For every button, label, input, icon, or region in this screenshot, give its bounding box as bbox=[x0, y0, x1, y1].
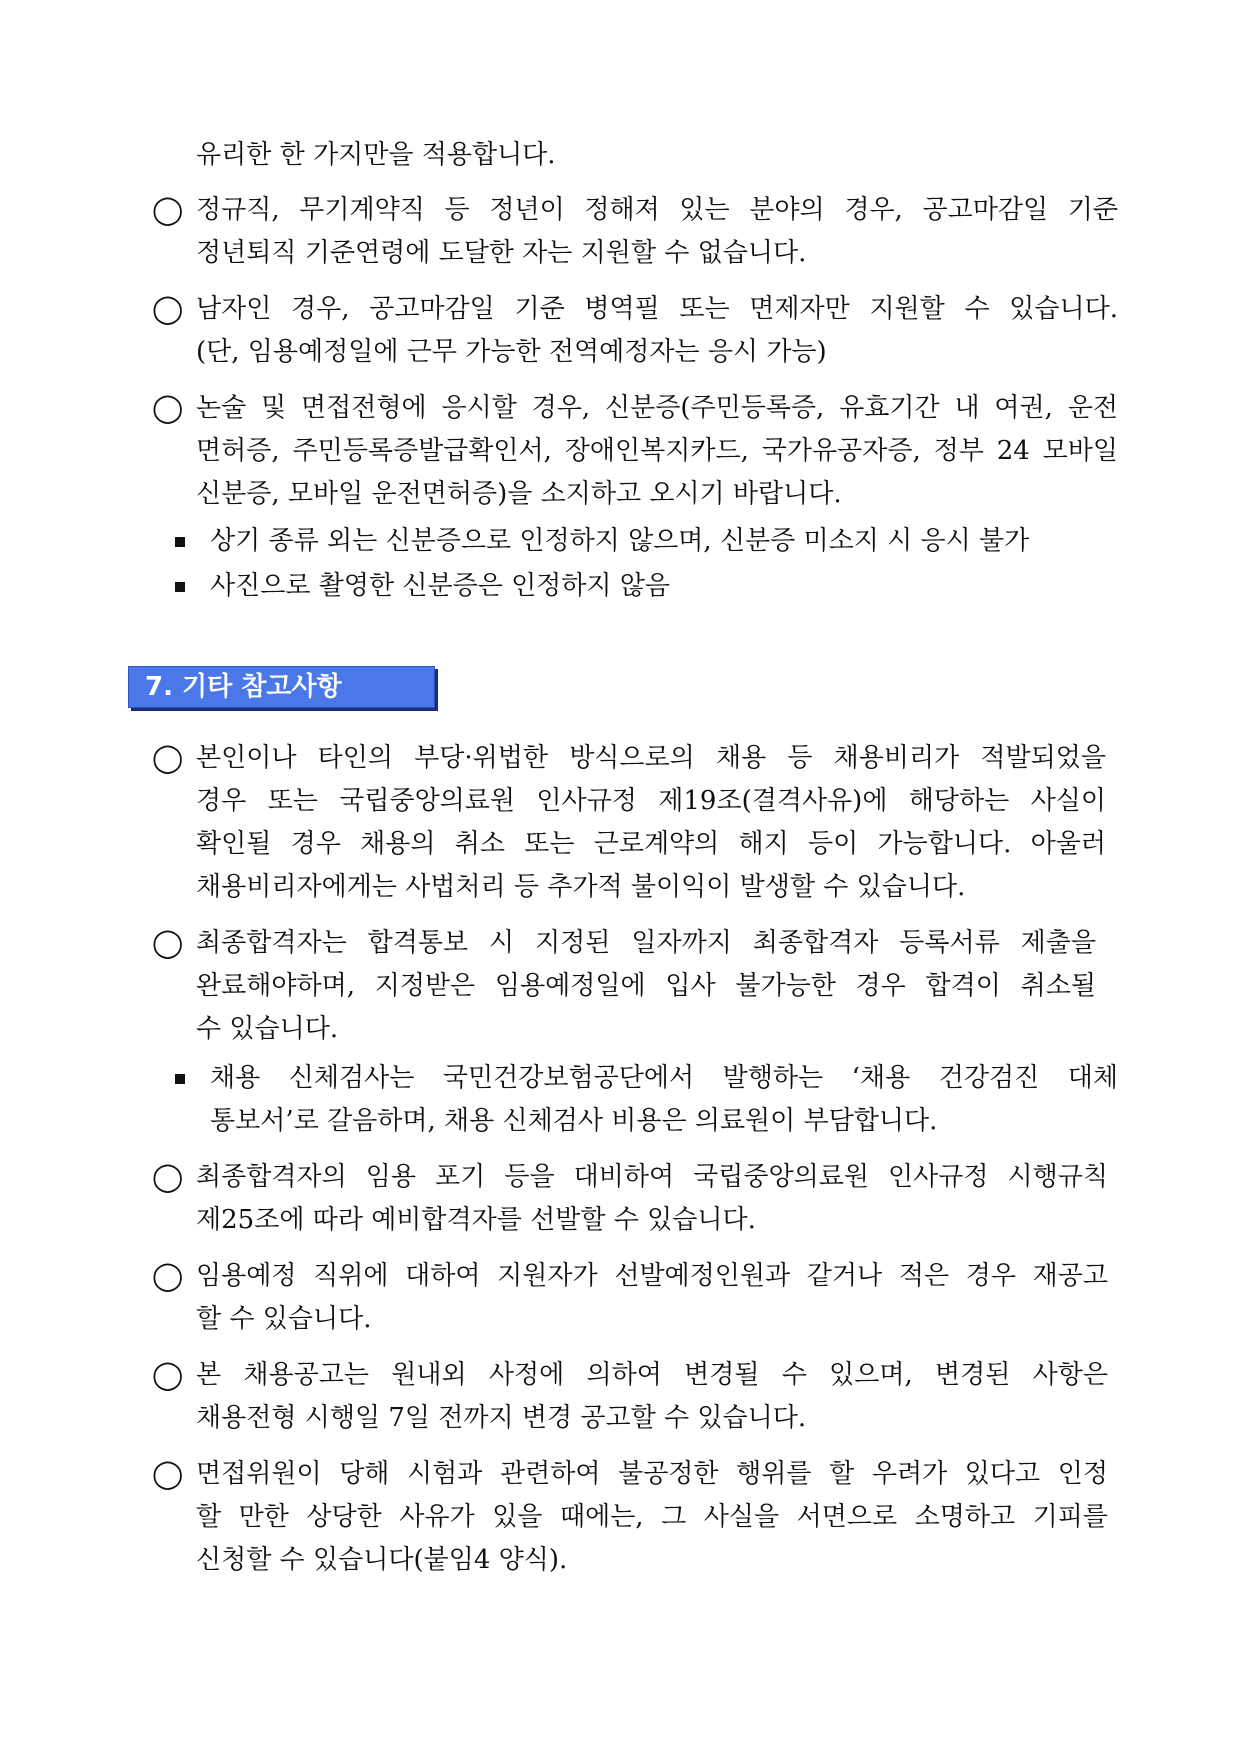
list-item-line: 수 있습니다. bbox=[196, 1014, 339, 1044]
list-item-line: 면접위원이 당해 시험과 관련하여 불공정한 행위를 할 우려가 있다고 인정 bbox=[196, 1459, 1108, 1489]
list-item-line: 정규직, 무기계약직 등 정년이 정해져 있는 분야의 경우, 공고마감일 기준 bbox=[196, 195, 1118, 225]
circle-bullet-icon: ◯ bbox=[152, 1358, 184, 1391]
sub-item-line: 사진으로 촬영한 신분증은 인정하지 않음 bbox=[210, 571, 671, 601]
sub-item-line: 통보서’로 갈음하며, 채용 신체검사 비용은 의료원이 부담합니다. bbox=[210, 1106, 938, 1136]
list-item-line: 신청할 수 있습니다(붙임4 양식). bbox=[196, 1545, 568, 1575]
circle-bullet-icon: ◯ bbox=[152, 292, 184, 325]
list-item-line: 본 채용공고는 원내외 사정에 의하여 변경될 수 있으며, 변경된 사항은 bbox=[196, 1360, 1108, 1390]
square-bullet-icon bbox=[175, 1074, 185, 1084]
continuation-line: 유리한 한 가지만을 적용합니다. bbox=[196, 140, 556, 170]
list-item-line: 완료해야하며, 지정받은 임용예정일에 입사 불가능한 경우 합격이 취소될 bbox=[196, 971, 1096, 1001]
circle-bullet-icon: ◯ bbox=[152, 193, 184, 226]
list-item-line: 확인될 경우 채용의 취소 또는 근로계약의 해지 등이 가능합니다. 아울러 bbox=[196, 829, 1106, 859]
list-item-line: 제25조에 따라 예비합격자를 선발할 수 있습니다. bbox=[196, 1205, 756, 1235]
list-item-line: 채용비리자에게는 사법처리 등 추가적 불이익이 발생할 수 있습니다. bbox=[196, 872, 966, 902]
list-item-line: 남자인 경우, 공고마감일 기준 병역필 또는 면제자만 지원할 수 있습니다. bbox=[196, 294, 1118, 324]
list-item-line: 최종합격자의 임용 포기 등을 대비하여 국립중앙의료원 인사규정 시행규칙 bbox=[196, 1162, 1108, 1192]
section-title: 7. 기타 참고사항 bbox=[145, 672, 342, 702]
list-item-line: 논술 및 면접전형에 응시할 경우, 신분증(주민등록증, 유효기간 내 여권, 운전 bbox=[196, 393, 1118, 423]
list-item-line: 경우 또는 국립중앙의료원 인사규정 제19조(결격사유)에 해당하는 사실이 bbox=[196, 786, 1106, 816]
sub-item-line: 채용 신체검사는 국민건강보험공단에서 발행하는 ‘채용 건강검진 대체 bbox=[210, 1063, 1118, 1093]
circle-bullet-icon: ◯ bbox=[152, 926, 184, 959]
list-item-line: 본인이나 타인의 부당·위법한 방식으로의 채용 등 채용비리가 적발되었을 bbox=[196, 743, 1106, 773]
list-item-line: 임용예정 직위에 대하여 지원자가 선발예정인원과 같거나 적은 경우 재공고 bbox=[196, 1261, 1108, 1291]
list-item-line: 면허증, 주민등록증발급확인서, 장애인복지카드, 국가유공자증, 정부 24 모바일 bbox=[196, 436, 1118, 466]
circle-bullet-icon: ◯ bbox=[152, 391, 184, 424]
list-item-line: 할 만한 상당한 사유가 있을 때에는, 그 사실을 서면으로 소명하고 기피를 bbox=[196, 1502, 1108, 1532]
list-item-line: (단, 임용예정일에 근무 가능한 전역예정자는 응시 가능) bbox=[196, 337, 827, 367]
square-bullet-icon bbox=[175, 537, 185, 547]
square-bullet-icon bbox=[175, 582, 185, 592]
circle-bullet-icon: ◯ bbox=[152, 741, 184, 774]
list-item-line: 채용전형 시행일 7일 전까지 변경 공고할 수 있습니다. bbox=[196, 1403, 807, 1433]
list-item-line: 할 수 있습니다. bbox=[196, 1304, 372, 1334]
list-item-line: 신분증, 모바일 운전면허증)을 소지하고 오시기 바랍니다. bbox=[196, 479, 842, 509]
list-item-line: 최종합격자는 합격통보 시 지정된 일자까지 최종합격자 등록서류 제출을 bbox=[196, 928, 1096, 958]
section-header bbox=[128, 666, 435, 708]
circle-bullet-icon: ◯ bbox=[152, 1259, 184, 1292]
circle-bullet-icon: ◯ bbox=[152, 1457, 184, 1490]
list-item-line: 정년퇴직 기준연령에 도달한 자는 지원할 수 없습니다. bbox=[196, 238, 807, 268]
circle-bullet-icon: ◯ bbox=[152, 1160, 184, 1193]
sub-item-line: 상기 종류 외는 신분증으로 인정하지 않으며, 신분증 미소지 시 응시 불가 bbox=[210, 526, 1030, 556]
